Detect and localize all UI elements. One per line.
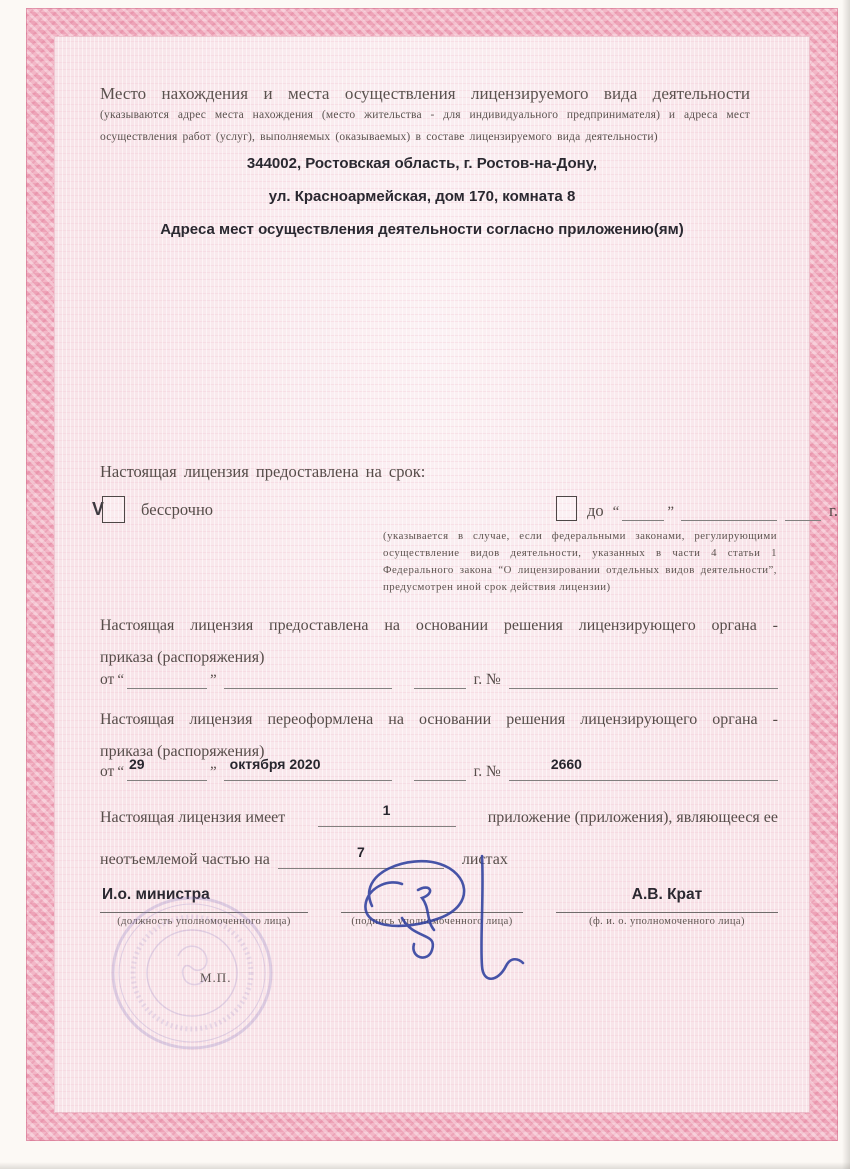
name-label: (ф. и. о. уполномоченного лица) [589, 916, 745, 927]
reissued-blank-day [127, 758, 207, 781]
scan-edge-shadow-right [842, 0, 850, 1169]
stamp-place-label: М.П. [200, 970, 232, 985]
reissued-number-label: г. № [473, 763, 501, 780]
granted-blank-month [224, 666, 392, 689]
name-value: А.В. Крат [631, 886, 703, 903]
granted-number-label: г. № [473, 671, 501, 688]
granted-section [100, 610, 778, 674]
annex-text-3: неотъемлемой частью на [100, 851, 270, 868]
position-label: (должность уполномоченного лица) [117, 916, 291, 927]
position-value: И.о. министра [102, 886, 210, 903]
annex-text-2: приложение (приложения), являющееся ее [487, 809, 778, 826]
scan-edge-shadow-bottom [0, 1162, 850, 1169]
reissued-blank-number [509, 758, 778, 781]
term-options-row [92, 496, 839, 528]
intro-paragraph [100, 84, 750, 147]
intro-paren-text: (указываются адрес места нахождения (место жительства - для индивидуального предпринимателя) и адреса мест осуществления работ (услуг), выполняемых (оказываемых) в составе лицензируемого вида деятельности) [100, 109, 750, 143]
reissued-day-value: 29 [129, 756, 145, 772]
checkbox-check-mark: V [92, 499, 105, 519]
sign-label: (подпись уполномоченного лица) [351, 916, 513, 927]
reissued-blank-month [224, 758, 392, 781]
label-unlimited: бессрочно [141, 499, 214, 519]
open-quote: “ [612, 504, 620, 520]
granted-blank-day [127, 666, 207, 689]
official-stamp-icon [106, 894, 278, 1052]
reissued-date-row [100, 758, 778, 781]
open-quote: “ [117, 672, 124, 688]
close-quote: ” [210, 672, 217, 688]
reissued-line-1: Настоящая лицензия переоформлена на основании решения лицензирующего органа - [100, 711, 778, 728]
reissued-from-label: от [100, 763, 115, 780]
annex-count-blank [318, 804, 456, 827]
open-quote: “ [117, 764, 124, 780]
reissued-line-2: приказа (распоряжения) [100, 743, 265, 760]
annex-text-4: листах [461, 851, 508, 868]
annex-row-1 [100, 804, 778, 827]
annex-count-value: 1 [382, 802, 391, 818]
label-until-suffix: г. [829, 501, 839, 520]
reissued-month-value: октября 2020 [229, 756, 321, 772]
granted-line-1: Настоящая лицензия предоставлена на основании решения лицензирующего органа - [100, 617, 778, 634]
granted-date-row [100, 666, 778, 689]
close-quote: ” [667, 504, 674, 520]
address-line-2: ул. Красноармейская, дом 170, комната 8 [268, 188, 576, 205]
blank-until-day [622, 498, 664, 521]
granted-blank-year [414, 666, 466, 689]
address-block [92, 147, 752, 246]
term-note: (указывается в случае, если федеральными законами, регулирующими осуществление видов деятельности, указанных в части 4 статьи 1 Федерального закона “О лицензировании отдельных видов деятельности”, предусмотрен иной срок действия лицензии) [383, 530, 777, 593]
granted-blank-number [509, 666, 778, 689]
intro-main-text: Место нахождения и места осуществления лицензируемого вида деятельности [100, 84, 750, 103]
term-heading: Настоящая лицензия предоставлена на срок: [100, 462, 426, 481]
blank-until-year [785, 498, 821, 521]
signature-scribble-icon [330, 846, 560, 1024]
reissued-blank-year [414, 758, 466, 781]
granted-from-label: от [100, 671, 115, 688]
checkbox-unlimited[interactable] [102, 496, 125, 523]
signature-name-column [556, 886, 778, 927]
granted-line-2: приказа (распоряжения) [100, 649, 265, 666]
until-option-group [556, 496, 844, 521]
reissued-number-value: 2660 [550, 756, 582, 772]
close-quote: ” [210, 764, 217, 780]
annex-sheets-value: 7 [356, 844, 365, 860]
annex-text-1: Настоящая лицензия имеет [100, 809, 286, 826]
address-line-3: Адреса мест осуществления деятельности согласно приложению(ям) [160, 221, 684, 238]
checkbox-until[interactable] [556, 496, 577, 521]
address-line-1: 344002, Ростовская область, г. Ростов-на-Дону, [246, 155, 598, 172]
label-until: до [587, 501, 604, 520]
blank-until-month [681, 498, 777, 521]
